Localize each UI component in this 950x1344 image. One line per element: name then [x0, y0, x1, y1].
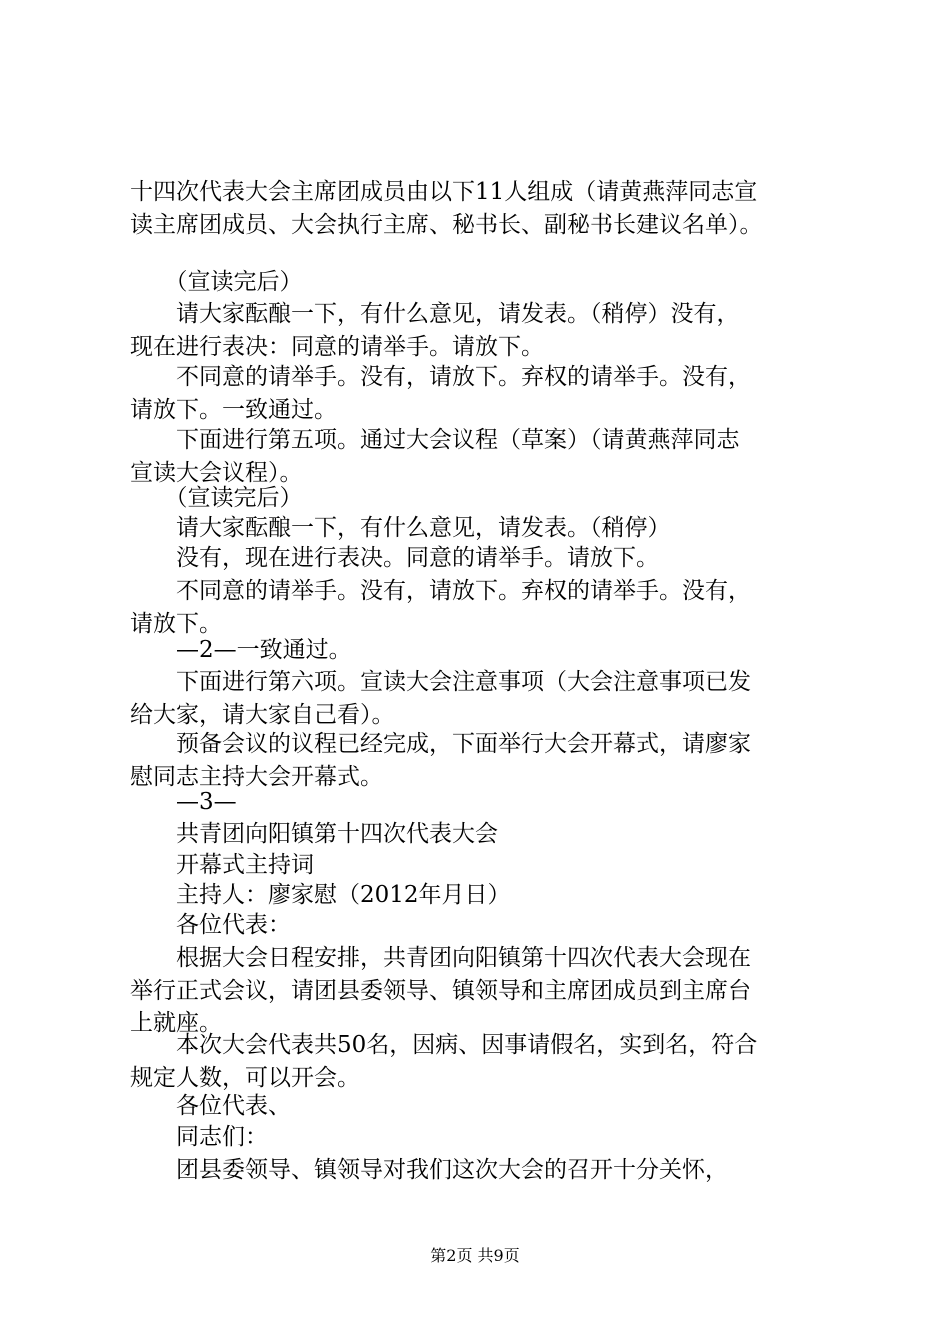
text-line: 下面进行第六项。宣读大会注意事项（大会注意事项已发: [130, 669, 751, 695]
paragraph: [130, 575, 830, 640]
text-line: 规定人数，可以开会。: [130, 1064, 360, 1091]
text-line: 请大家酝酿一下，有什么意见，请发表。（稍停）没有，: [130, 301, 740, 327]
page-footer: 第2页 共9页: [430, 1246, 520, 1265]
text-line: 各位代表：: [130, 912, 291, 938]
paragraph: [130, 266, 830, 299]
text-line: 现在进行表决：同意的请举手。请放下。: [130, 333, 544, 360]
text-line: 主持人：廖家慰（2012年月日）: [130, 882, 511, 908]
text-line: 预备会议的议程已经完成，下面举行大会开幕式，请廖家: [130, 731, 751, 757]
paragraph: [130, 818, 830, 851]
paragraph: [130, 298, 830, 363]
text-line: 举行正式会议，请团县委领导、镇领导和主席团成员到主席台: [130, 977, 751, 1004]
paragraph: [130, 666, 830, 731]
paragraph: [130, 849, 830, 882]
text-line: 不同意的请举手。没有，请放下。弃权的请举手。没有，: [130, 364, 751, 390]
paragraph: [130, 909, 830, 942]
paragraph: [130, 482, 830, 515]
text-line: 请放下。一致通过。: [130, 396, 337, 423]
paragraph: [130, 176, 830, 241]
text-line: 不同意的请举手。没有，请放下。弃权的请举手。没有，: [130, 578, 751, 604]
paragraph: [130, 1121, 830, 1154]
paragraph: [130, 786, 830, 819]
text-line: 团县委领导、镇领导对我们这次大会的召开十分关怀，: [130, 1157, 728, 1183]
text-line: （宣读完后）: [130, 485, 303, 511]
text-line: 读主席团成员、大会执行主席、秘书长、副秘书长建议名单）。: [130, 211, 763, 238]
text-line: 根据大会日程安排，共青团向阳镇第十四次代表大会现在: [130, 945, 751, 971]
paragraph: [130, 879, 830, 912]
paragraph: [130, 512, 830, 545]
text-line: 给大家，请大家自己看）。: [130, 701, 395, 728]
paragraph: [130, 942, 830, 1040]
text-line: 本次大会代表共50名，因病、因事请假名，实到名，符合: [130, 1032, 758, 1058]
paragraph: [130, 361, 830, 426]
text-line: —3—: [130, 789, 237, 815]
text-line: 同志们：: [130, 1124, 268, 1150]
paragraph: [130, 728, 830, 793]
text-line: 请放下。: [130, 610, 222, 637]
text-line: 请大家酝酿一下，有什么意见，请发表。（稍停）: [130, 515, 671, 541]
paragraph: [130, 424, 830, 489]
text-line: 共青团向阳镇第十四次代表大会: [130, 821, 498, 847]
paragraph: [130, 1029, 830, 1094]
text-line: 宣读大会议程）。: [130, 459, 303, 486]
text-line: 下面进行第五项。通过大会议程（草案）（请黄燕萍同志: [130, 427, 740, 453]
text-line: 开幕式主持词: [130, 852, 314, 878]
text-line: 十四次代表大会主席团成员由以下11人组成（请黄燕萍同志宣: [130, 179, 758, 205]
text-line: （宣读完后）: [130, 269, 303, 295]
text-line: 上就座。: [130, 1010, 222, 1036]
paragraph: [130, 634, 830, 667]
paragraph: [130, 1154, 830, 1187]
text-line: 慰同志主持大会开幕式。: [130, 763, 383, 790]
text-line: 各位代表、: [130, 1093, 291, 1119]
text-line: —2—一致通过。: [130, 637, 352, 663]
paragraph: [130, 1090, 830, 1123]
text-line: 没有，现在进行表决。同意的请举手。请放下。: [130, 545, 659, 571]
paragraph: [130, 542, 830, 575]
